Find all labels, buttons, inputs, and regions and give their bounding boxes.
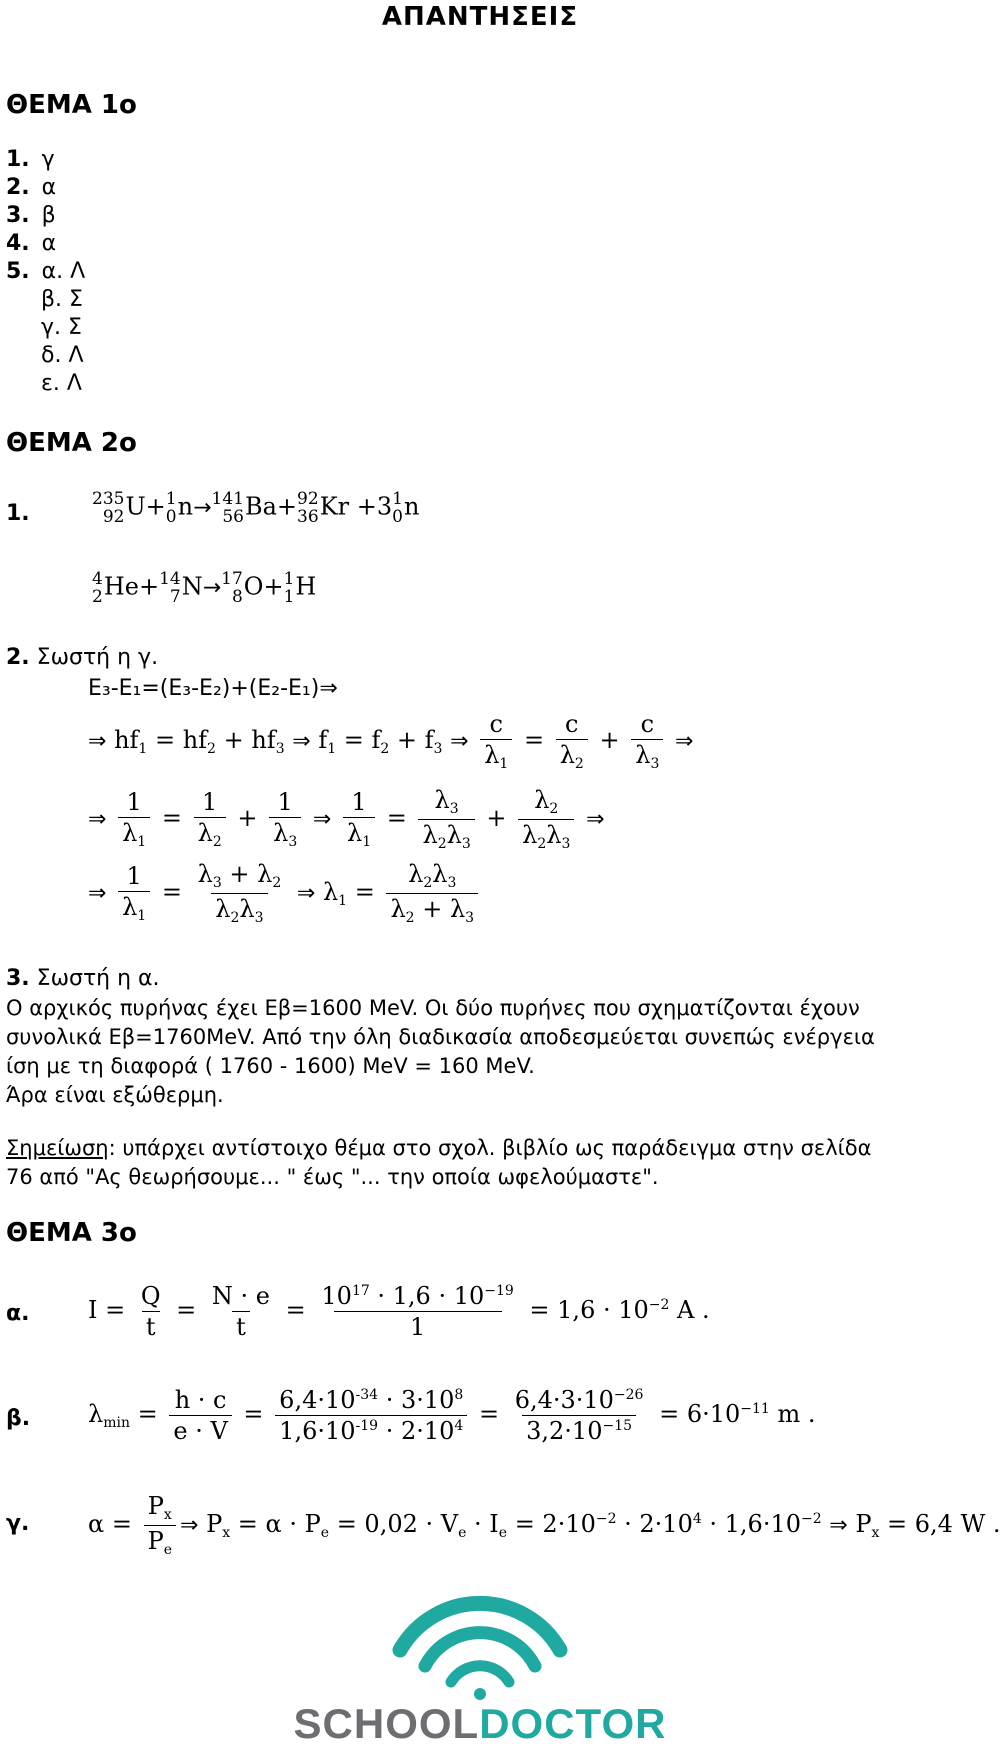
note-text: 76 από "Ας θεωρήσουμε... " έως "... την οποία ωφελούμαστε". — [6, 1165, 659, 1189]
q2-answer — [6, 644, 158, 672]
note-label: Σημείωση — [6, 1136, 109, 1160]
theme1-answer-list — [6, 146, 85, 398]
note-block — [6, 1134, 871, 1192]
part-a-label: α. — [6, 1301, 30, 1326]
q3-text: Σωστή η α. — [36, 966, 160, 991]
answer-subitem: γ. Σ — [41, 315, 82, 340]
answer-value: α — [41, 175, 57, 200]
q2-label: 2. — [6, 645, 30, 670]
q3-paragraph — [6, 994, 875, 1110]
answer-value: α — [41, 231, 57, 256]
answer-number: 4. — [6, 231, 30, 256]
derivation-line-1: ⇒ $hf_1 = hf_2 + hf_3$ ⇒ $f_1 = f_2 + f_3$ ⇒ $\frac{c}{\lambda_1}$ = $\frac{c}{\lambda_2}$ + $\frac{c}{\lambda_3}$ ⇒ — [88, 710, 694, 772]
logo-text-school: SCHOOL — [293, 1700, 480, 1747]
note-text: : υπάρχει αντίστοιχο θέμα στο σχολ. βιβλίο ως παράδειγμα στην σελίδα — [108, 1136, 872, 1160]
derivation-line-2: ⇒ $\frac{1}{\lambda_1}$ = $\frac{1}{\lambda_2}$ + $\frac{1}{\lambda_3}$ ⇒ $\frac{1}{\lambda_1}$ = $\frac{\lambda_3}{\lambda_2\lambda_3}$ + $\frac{\lambda_2}{\lambda_2\lambda_3}$ ⇒ — [88, 786, 605, 852]
answer-item — [6, 202, 85, 230]
answer-item — [6, 174, 85, 202]
power-formula: α = $\frac{P_x}{P_e}$ ⇒ $P_x = \alpha \cdot P_e = 0,02 \cdot V_e \cdot I_e = 2\cdot 10^{-2} \cdot 2\cdot 10^4 \cdot 1,6\cdot 10^{-2}$ ⇒ $P_x = 6,4$ W . — [88, 1492, 1001, 1558]
answer-value: γ — [41, 147, 55, 172]
q3-answer — [6, 965, 160, 993]
answer-number: 1. — [6, 147, 30, 172]
theme2-heading: ΘΕΜΑ 2ο — [6, 428, 137, 458]
paragraph-line: Άρα είναι εξώθερμη. — [6, 1083, 224, 1107]
answer-item — [6, 230, 85, 258]
theme1-heading: ΘΕΜΑ 1ο — [6, 90, 137, 120]
paragraph-line: ίση με τη διαφορά ( 1760 - 1600) MeV = 160 MeV. — [6, 1054, 535, 1078]
part-c-label: γ. — [6, 1511, 30, 1536]
nuclear-reaction-1: 235 92 U+ 1 0 n→ 141 56 Ba+ 92 36 Kr +3 1 0 n — [92, 489, 420, 527]
answer-subitem: δ. Λ — [41, 343, 84, 368]
answer-number: 3. — [6, 203, 30, 228]
answer-number: 5. — [6, 259, 30, 284]
q2-energy-line: E₃-E₁=(E₃-E₂)+(E₂-E₁)⇒ — [88, 676, 338, 701]
paragraph-line: Ο αρχικός πυρήνας έχει Eβ=1600 MeV. Οι δύο πυρήνες που σχηματίζονται έχουν — [6, 996, 860, 1020]
paragraph-line: συνολικά Eβ=1760MeV. Από την όλη διαδικασία αποδεσμεύεται συνεπώς ενέργεια — [6, 1025, 875, 1049]
answer-subitem: ε. Λ — [41, 371, 82, 396]
logo-wordmark — [0, 1700, 960, 1748]
derivation-line-3: ⇒ $\frac{1}{\lambda_1}$ = $\frac{\lambda_3 + \lambda_2}{\lambda_2\lambda_3}$ ⇒ $\lambda_1$ = $\frac{\lambda_2\lambda_3}{\lambda_2 + \lambda_3}$ — [88, 862, 482, 925]
q2-text: Σωστή η γ. — [36, 645, 159, 670]
logo-text-doctor: DOCTOR — [479, 1700, 667, 1747]
answer-subitem: β. Σ — [41, 287, 83, 312]
theme3-heading: ΘΕΜΑ 3ο — [6, 1218, 137, 1248]
nuclear-reaction-2: 4 2 He+ 14 7 N→ 17 8 O+ 1 1 H — [92, 569, 317, 607]
answer-value: β — [41, 203, 56, 228]
answer-value: α. Λ — [41, 259, 86, 284]
page-title: ΑΠΑΝΤΗΣΕΙΣ — [381, 2, 579, 32]
current-formula: I = $\frac{Q}{t}$ = $\frac{N \cdot e}{t}$ = $\frac{10^{17} \cdot 1,6 \cdot 10^{-19}}{1}$ = $1,6 \cdot 10^{-2}$ A . — [88, 1282, 710, 1341]
q3-label: 3. — [6, 966, 30, 991]
wifi-logo-icon — [385, 1598, 575, 1698]
answer-item — [6, 146, 85, 174]
answer-item — [6, 258, 85, 286]
part-b-label: β. — [6, 1406, 31, 1431]
wavelength-formula: $\lambda_{min}$ = $\frac{h \cdot c}{e \cdot V}$ = $\frac{6,4\cdot 10^{-34} \cdot 3\cdot 10^8}{1,6\cdot 10^{-19} \cdot 2\cdot 10^4}$ = $\frac{6,4\cdot 3\cdot 10^{-26}}{3,2\cdot 10^{-15}}$ = $6\cdot 10^{-11}$ m . — [88, 1386, 816, 1445]
answer-number: 2. — [6, 175, 30, 200]
q1-number: 1. — [6, 501, 30, 526]
